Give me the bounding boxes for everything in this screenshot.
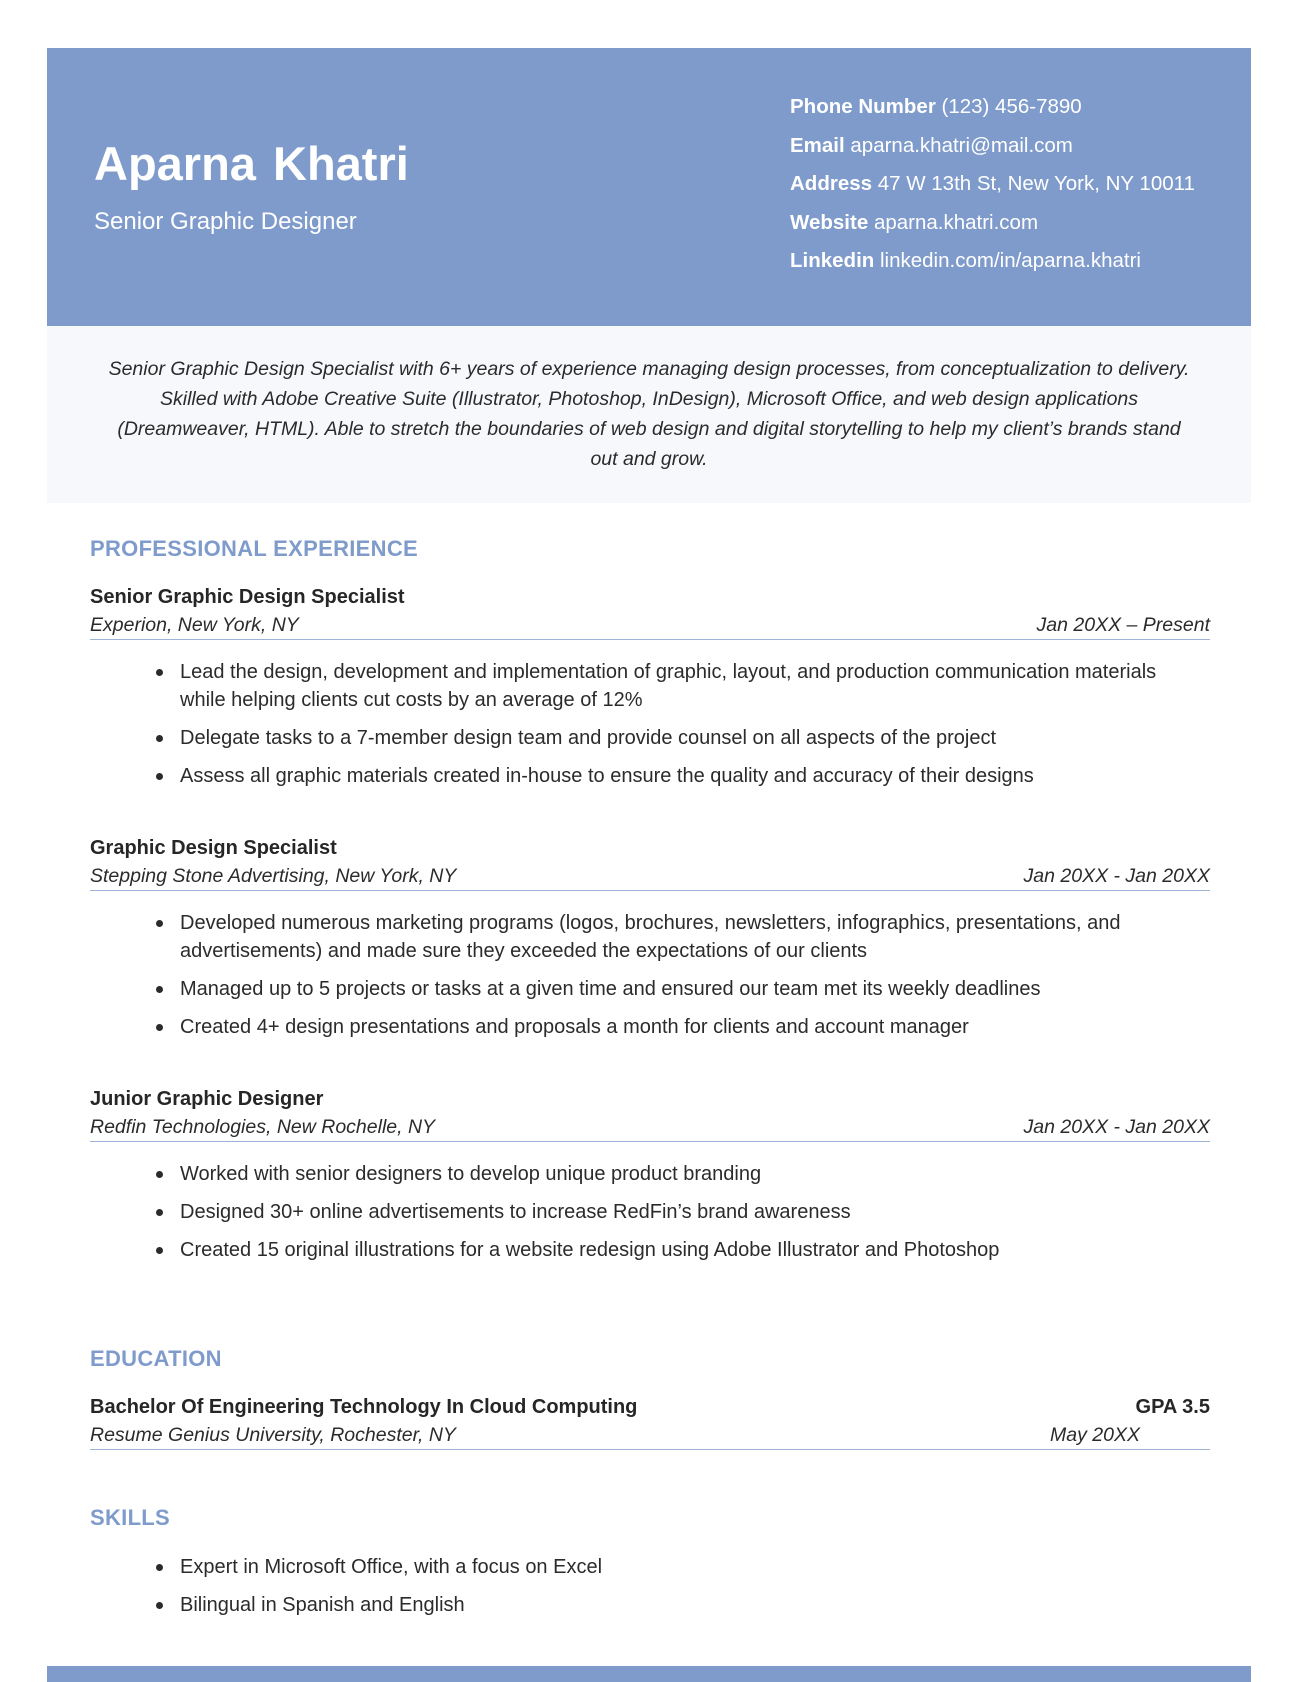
job-entry bbox=[90, 1084, 1210, 1274]
header-banner bbox=[47, 48, 1251, 326]
education-top bbox=[90, 1392, 1210, 1422]
job-company: Experion, New York, NY bbox=[90, 614, 299, 636]
list-item: Created 15 original illustrations for a website redesign using Adobe Illustrator and Photoshop bbox=[180, 1236, 1200, 1264]
job-title: Senior Graphic Design Specialist bbox=[90, 586, 405, 608]
education-heading: EDUCATION bbox=[90, 1346, 222, 1371]
contact-value: aparna.khatri.com bbox=[873, 210, 1039, 234]
job-title: Graphic Design Specialist bbox=[90, 837, 337, 859]
list-item: Delegate tasks to a 7-member design team and provide counsel on all aspects of the project bbox=[180, 724, 1200, 752]
contact-email bbox=[790, 134, 1195, 173]
contact-value: aparna.khatri@mail.com bbox=[850, 133, 1073, 157]
contact-phone bbox=[790, 95, 1195, 134]
education-entry bbox=[90, 1392, 1210, 1450]
education-meta bbox=[90, 1422, 1210, 1450]
last-name: Khatri bbox=[273, 137, 409, 190]
list-item: Lead the design, development and implementation of graphic, layout, and production communication materials while helping clients cut costs by an average of 12% bbox=[180, 658, 1200, 714]
job-title-heading: Senior Graphic Designer bbox=[94, 208, 357, 235]
job-bullets bbox=[90, 1160, 1210, 1264]
contact-label: Website bbox=[790, 210, 869, 234]
job-bullets bbox=[90, 909, 1210, 1041]
contact-value: 47 W 13th St, New York, NY 10011 bbox=[877, 172, 1195, 195]
contact-address bbox=[790, 172, 1195, 211]
list-item: Expert in Microsoft Office, with a focus on Excel bbox=[180, 1553, 1200, 1581]
contact-website bbox=[790, 211, 1195, 250]
footer-bar bbox=[47, 1666, 1251, 1682]
contact-value: linkedin.com/in/aparna.khatri bbox=[880, 249, 1141, 272]
list-item: Designed 30+ online advertisements to increase RedFin’s brand awareness bbox=[180, 1198, 1200, 1226]
job-company: Stepping Stone Advertising, New York, NY bbox=[90, 865, 457, 887]
list-item: Created 4+ design presentations and proposals a month for clients and account manager bbox=[180, 1013, 1200, 1041]
first-name: Aparna bbox=[94, 137, 256, 190]
contact-label: Email bbox=[790, 133, 845, 157]
job-meta bbox=[90, 612, 1210, 640]
candidate-name bbox=[94, 136, 409, 191]
list-item: Developed numerous marketing programs (logos, brochures, newsletters, infographics, presentations, and advertisements) and made sure they exceeded the expectations of our clients bbox=[180, 909, 1200, 965]
job-bullets bbox=[90, 658, 1210, 790]
experience-heading: PROFESSIONAL EXPERIENCE bbox=[90, 536, 419, 561]
contact-label: Phone Number bbox=[790, 95, 936, 118]
school: Resume Genius University, Rochester, NY bbox=[90, 1424, 456, 1446]
skills-list bbox=[90, 1553, 1210, 1619]
job-company: Redfin Technologies, New Rochelle, NY bbox=[90, 1116, 436, 1138]
job-entry bbox=[90, 833, 1210, 1051]
contact-label: Address bbox=[790, 172, 873, 195]
skills-entry bbox=[90, 1535, 1210, 1629]
degree: Bachelor Of Engineering Technology In Cloud Computing bbox=[90, 1396, 638, 1418]
contact-value: (123) 456-7890 bbox=[941, 95, 1082, 118]
contact-label: Linkedin bbox=[790, 249, 875, 272]
skills-heading: SKILLS bbox=[90, 1505, 171, 1530]
summary-section bbox=[47, 326, 1251, 503]
job-meta bbox=[90, 1114, 1210, 1142]
job-title: Junior Graphic Designer bbox=[90, 1088, 324, 1110]
contact-linkedin bbox=[790, 249, 1195, 288]
job-dates: Jan 20XX - Jan 20XX bbox=[1023, 865, 1210, 887]
list-item: Managed up to 5 projects or tasks at a given time and ensured our team met its weekly deadlines bbox=[180, 975, 1200, 1003]
summary-text: Senior Graphic Design Specialist with 6+ years of experience managing design processes, from conceptualization to delivery. Skilled with Adobe Creative Suite (Illustrator, Photoshop, InDesign), Microsoft Office, and web design applications (Dreamweaver, HTML). Able to stretch the boundaries of web design and digital storytelling to help my client’s brands stand out and grow. bbox=[108, 358, 1190, 470]
list-item: Worked with senior designers to develop unique product branding bbox=[180, 1160, 1200, 1188]
contact-list bbox=[790, 95, 1195, 288]
job-dates: Jan 20XX – Present bbox=[1036, 614, 1210, 636]
gpa: GPA 3.5 bbox=[1135, 1396, 1210, 1418]
graduation-date: May 20XX bbox=[1050, 1424, 1140, 1446]
job-dates: Jan 20XX - Jan 20XX bbox=[1023, 1116, 1210, 1138]
job-meta bbox=[90, 863, 1210, 891]
job-entry bbox=[90, 582, 1210, 800]
list-item: Bilingual in Spanish and English bbox=[180, 1591, 1200, 1619]
list-item: Assess all graphic materials created in-house to ensure the quality and accuracy of their designs bbox=[180, 762, 1200, 790]
